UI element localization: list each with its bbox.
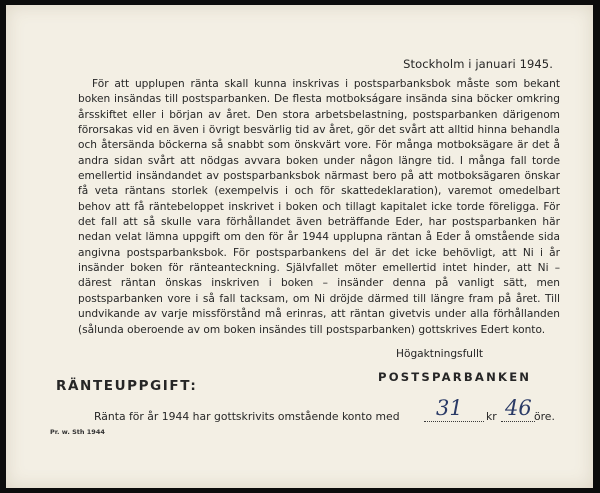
interest-statement-title: RÄNTEUPPGIFT: [56,378,198,394]
printer-mark: Pr. w. Sth 1944 [50,428,105,436]
postcard [6,5,593,488]
interest-statement-line [94,396,564,428]
closing-salutation: Högaktningsfullt [396,348,484,360]
place-date: Stockholm i januari 1945. [403,57,553,71]
kronor-amount: 31 [436,396,463,420]
bank-signature: POSTSPARBANKEN [378,370,532,384]
kronor-unit: kr [486,410,497,423]
letter-body: För att upplupen ränta skall kunna inskrivas i postsparbanksbok måste som bekant boken insändas till postsparbanken. De flesta motbokságare insända sina böcker omkring årsskiftet eller i början av året. Den stora arbetsbelastning, postsparbanken därigenom förorsakas vid en även i övrigt besvärlig tid av året, gör det svårt att alltid hinna behandla och återsända böckerna så snabbt som önskvärt vore. För många motboksägare är det å andra sidan svårt att nödgas avvara boken under någon längre tid. I många fall torde emellertid insändandet av postsparbanksbok närmast bero på att motboksägaren önskar få veta räntans storlek (exempelvis i och för skattedeklaration), varemot omedelbart behov att få räntebeloppet inskrivet i boken och tillagt kapitalet icke torde föreligga. För det fall att så skulle vara förhållandet även beträffande Eder, har postsparbanken här nedan velat lämna uppgift om den för år 1944 upplupna räntan å Eder å omstående sida angivna postsparbanksbok. För postsparbankens del är det icke behövligt, att Ni i år insänder boken för ränteanteckning. Självfallet möter emellertid intet hinder, att Ni – därest räntan önskas inskriven i boken – insänder denna på vanligt sätt, men postsparbanken vore i så fall tacksam, om Ni dröjde därmed till längre fram på året. Till undvikande av varje missförstånd må erinras, att räntan givetvis under alla förhållanden (sålunda oberoende av om boken insändes till postsparbanken) gottskrives Edert konto. [78,78,560,336]
ore-fill-line [501,421,535,422]
ore-amount: 46 [505,396,532,420]
kronor-fill-line [424,421,484,422]
ore-unit: öre. [534,410,555,423]
interest-statement-text: Ränta för år 1944 har gottskrivits omstående konto med [94,410,400,423]
